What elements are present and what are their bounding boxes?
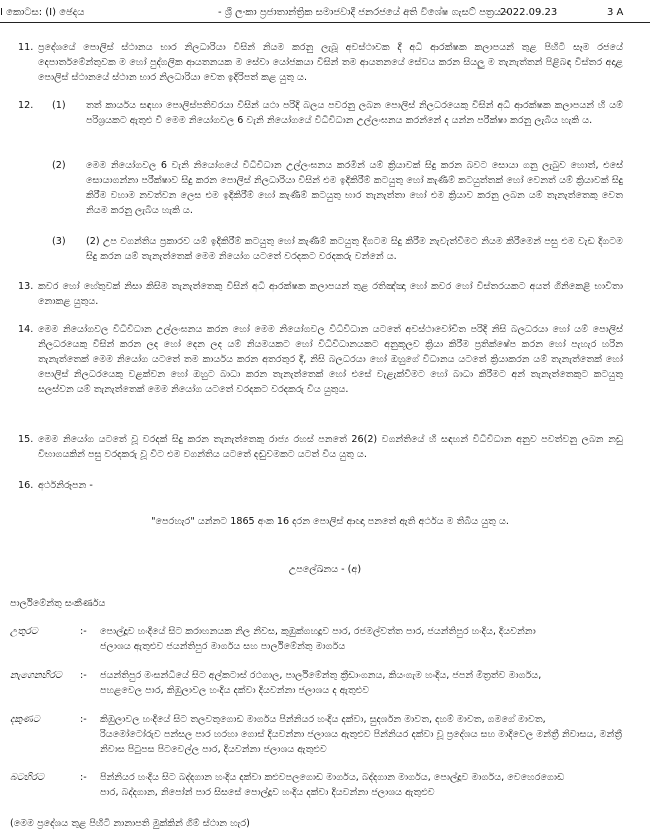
para-12-2-number: (2) [52,160,66,171]
boundary-west-text [100,770,640,800]
header-page-number: 3 A [607,7,624,18]
para-11-text: ප්‍රදේශයේ පොලිස් ස්ථානය භාර නිලධාරියා විසින් නියම කරනු ලැබූ අවස්ථාවක දී අධි ආරක්ෂක කලාපයන් තුළ පිහිටි සෑම රජයේ දෙපාර්තමේන්තුවක ම හෝ පුද්ගලික ආයතනයක ම සේවා යෝජකයා විසින් තම ආයතනයේ සේවය කරන සියලු ම තැනැත්තන් පිළිබඳ විස්තර අදාළ පොලිස් ස්ථානයේ ස්ථාන භාර නිලධාරියා වෙත ඉදිරිපත් කළ යුතු ය. [38,42,623,83]
para-12-1-text: තත් කාර්යය සඳහා පොලිස්පතිවරයා විසින් යථා පරිදි බලය පවරනු ලබන පොලිස් නිලධරයෙකු විසින් අධි ආරක්ෂක කලාපයන් හි යම් පරිශ්‍රයකට ඇතුළු වී මෙම නියෝගවල 6 වැනි නියෝගයේ විධිවිධාන උල්ලංඝනය කරන්නේ ද යන්න පරීක්ෂා කරනු ලැබිය හැකි ය. [86,100,623,126]
boundary-label-south: දකුණට [10,714,40,725]
header-rule [0,22,650,23]
para-15-number: 15. [18,434,34,445]
schedule-footnote: (මෙම ප්‍රදේශය තුළ පිහිටි නානාපති මුක්කින් ගිම් ස්ථාන හැර) [10,818,250,829]
header-date: 2022.09.23 [500,7,558,18]
para-13-number: 13. [18,281,34,292]
para-12-2-text: මෙම නියෝගවල 6 වැනි නියෝගයේ විධිවිධාන උල්ලංඝනය කරමින් යම් ක්‍රියාවක් සිදු කරන බවට සොයා ගනු ලැබුව හොත්, එසේ සොයාගන්නා පරීක්ෂාව සිදු කරන පොලිස් නිලධාරියා විසින් එම ඉදිකිරීම් කටයුතු හෝ කැණීම් කටයුත්තක් හෝ වෙනත් යම් ක්‍රියාවක් සිදු කිරීම වහාම නවත්වන ලෙස එම ඉදිකිරීම් හෝ කැණීම් කටයුතු භාර තැනැත්තා හෝ එම ක්‍රියාව කරනු ලබන යම් තැනැත්තෙකු වෙත නියම කරනු ලැබිය හැකි ය. [86,160,623,216]
schedule-title: උපලේඛනය - (අ) [288,564,362,575]
boundary-line: පොල්දූව හංදියේ සිට කරාහනයක නිල නිවස, කුඹුක්ගහදූව පාර, රජමල්වත්ත පාර, ජයන්තිපුර හංදිය, දියවන්නා [100,626,536,637]
boundary-line: රියමෝටෝරුව පන්සල පාර හරහා ගොස් දියවන්නා ජලාශය ඇතුළුව පින්නියර දක්වා වූ ප්‍රදේශය සහ මාදිවෙල මන්ත්‍රී නිවාසය, මන්ත්‍රී [100,729,623,740]
page-header [0,5,650,21]
para-12-number: 12. [18,100,34,111]
para-12-3-text: (2) උප වගන්තිය ප්‍රකාරව යම් ඉදිකිරීම් කටයුතු හෝ කැණීම් කටයුතු දිගටම සිදු කිරීම නැවැත්වීමට නියම කිරීමෙන් පසු එම වැඩ දිගටම සිදු කරන යම් තැනැත්තෙක් මෙම නියෝග යටතේ වරදකට වරදකරු වන්නේ ය. [86,236,623,262]
boundary-label-east: නැගෙනහිරට [10,670,62,681]
para-12-1-number: (1) [52,100,66,111]
boundary-label-west: බටහිරට [10,772,45,783]
header-title: - ශ්‍රී ලංකා ප්‍රජාතාන්ත්‍රික සමාජවාදී ජනරජයේ අති විශේෂ ගැසට් පත්‍රය - [218,7,508,18]
header-part: I කොටස: (I) ඡෙදය [0,7,85,18]
para-15-text: මෙම නියෝග යටතේ වූ වරදක් සිදු කරන තැනැත්තෙකු රාජ්‍ය රහස් පනතේ 26(2) වගන්තියේ හි සඳහන් විධිවිධාන අනුව පවත්වනු ලබන නඩු විභාගයකින් පසු වරදකරු වූ විට එම වගන්තිය යටතේ දඬුවමකට යටත් විය යුතු ය. [38,434,623,460]
boundary-line: කිඹුලාවල හංදියේ සිට තලවතුගොඩ මාර්ගය පින්නියර හංදිය දක්වා, සුදර්ශන මාවත, දහම් මාවත, ගමගේ මාවත, [100,714,546,725]
schedule-section-heading: පාර්ලිමේන්තු සංකීර්ණය [10,598,106,609]
boundary-line: පාර, බද්දගාන, නිපෝන් පාර සිසසේ පොල්දූව හංදිය දක්වා දියවන්නා ජලාශය ඇතුළුව [100,787,435,798]
boundary-line: පහළවෙල පාර, කිඹුලාවල හංදිය දක්වා දියවන්නා ජලාශය ද ඇතුළුව [100,685,370,696]
para-16-text: අර්ථනිරූපන - [38,480,93,491]
boundary-label-north: උතුරට [10,626,38,637]
boundary-south-text [100,712,640,757]
para-14-number: 14. [18,324,34,335]
boundary-line: නිවාස පිටුපස පිටවෙල්ල පාර, දියවන්නා ජලාශය ඇතුළුව [100,744,327,755]
boundary-line: පින්නියර හංදිය සිට බද්දගාන හංදිය දක්වා කළුවපලගොඩ මාර්ගය, බද්දගාන මාර්ගය, පොල්දූව මාර්ගය, වෙහෙරගොඩ [100,772,565,783]
boundary-dash: :- [80,772,87,783]
para-16-definition: "පෙරහැර" යන්නට 1865 අංක 16 දරන පොලිස් ආඥා පනතේ ඇති අර්ථය ම තිබිය යුතු ය. [151,516,509,527]
boundary-dash: :- [80,670,87,681]
para-12-3-number: (3) [52,236,66,247]
para-16-number: 16. [18,480,34,491]
boundary-line: ජලාශය ඇතුළුව ජයන්තිපුර මාර්ගය සහ පාර්ලිමේන්තු මාර්ගය [100,641,346,652]
boundary-line: ජයන්තිපුර මංසන්ධියේ සිට අල්කටාස් රථගාල, පාර්ලිමේන්තු ක්‍රීඩාංගනය, කියංගැම හංදිය, ජපන් මිත්‍රත්ව මාර්ගය, [100,670,542,681]
boundary-dash: :- [80,714,87,725]
boundary-dash: :- [80,626,87,637]
para-11-number: 11. [18,42,34,53]
para-14-text: මෙම නියෝගවල විධිවිධාන උල්ලංඝනය කරන හෝ මෙම නියෝගවල විධිවිධාන යටතේ අවස්ථාවෝචිත පරිදි නිසි බලධරයා හෝ යම් පොලිස් නිලධරයෙකු විසින් කරන ලද හෝ දෙන ලද යම් නියමයකට හෝ විධිවිධානයකට අනුකූලව ක්‍රියා කිරීම ප්‍රතික්ෂේප කරන හෝ පැහැර හරින තැනැත්තෙක් මෙම නියෝග යටතේ තම කාර්යය කරන අතරතුර දී, නිසි බලධරයා හෝ ඔහුගේ විධානය යටතේ ක්‍රියාකරන යම් තැනැත්තෙක් හෝ පොලිස් නිලධරයෙකු වළක්වන හෝ ඔහුට බාධා කරන තැනැත්තෙක් හෝ එසේ වැළැක්වීමට හෝ බාධා කිරීමට අන් තැනැත්තෙකුට කටයුතු සලස්වන යම් තැනැත්තෙක් මෙම නියෝග යටතේ වරදකට වරදකරු විය යුතුය. [38,324,623,395]
boundary-east-text [100,668,640,698]
para-13-text: කවර හෝ හේතුවක් නිසා කිසිම තැනැත්තෙකු විසින් අධි ආරක්ෂක කලාපයන් තුළ රතිඤ්ඤා හෝ කවර හෝ විස්තරයකට අයත් ගිනිකෙළි භාවිතා නොකළ යුතුය. [38,281,623,307]
boundary-north-text [100,624,640,654]
